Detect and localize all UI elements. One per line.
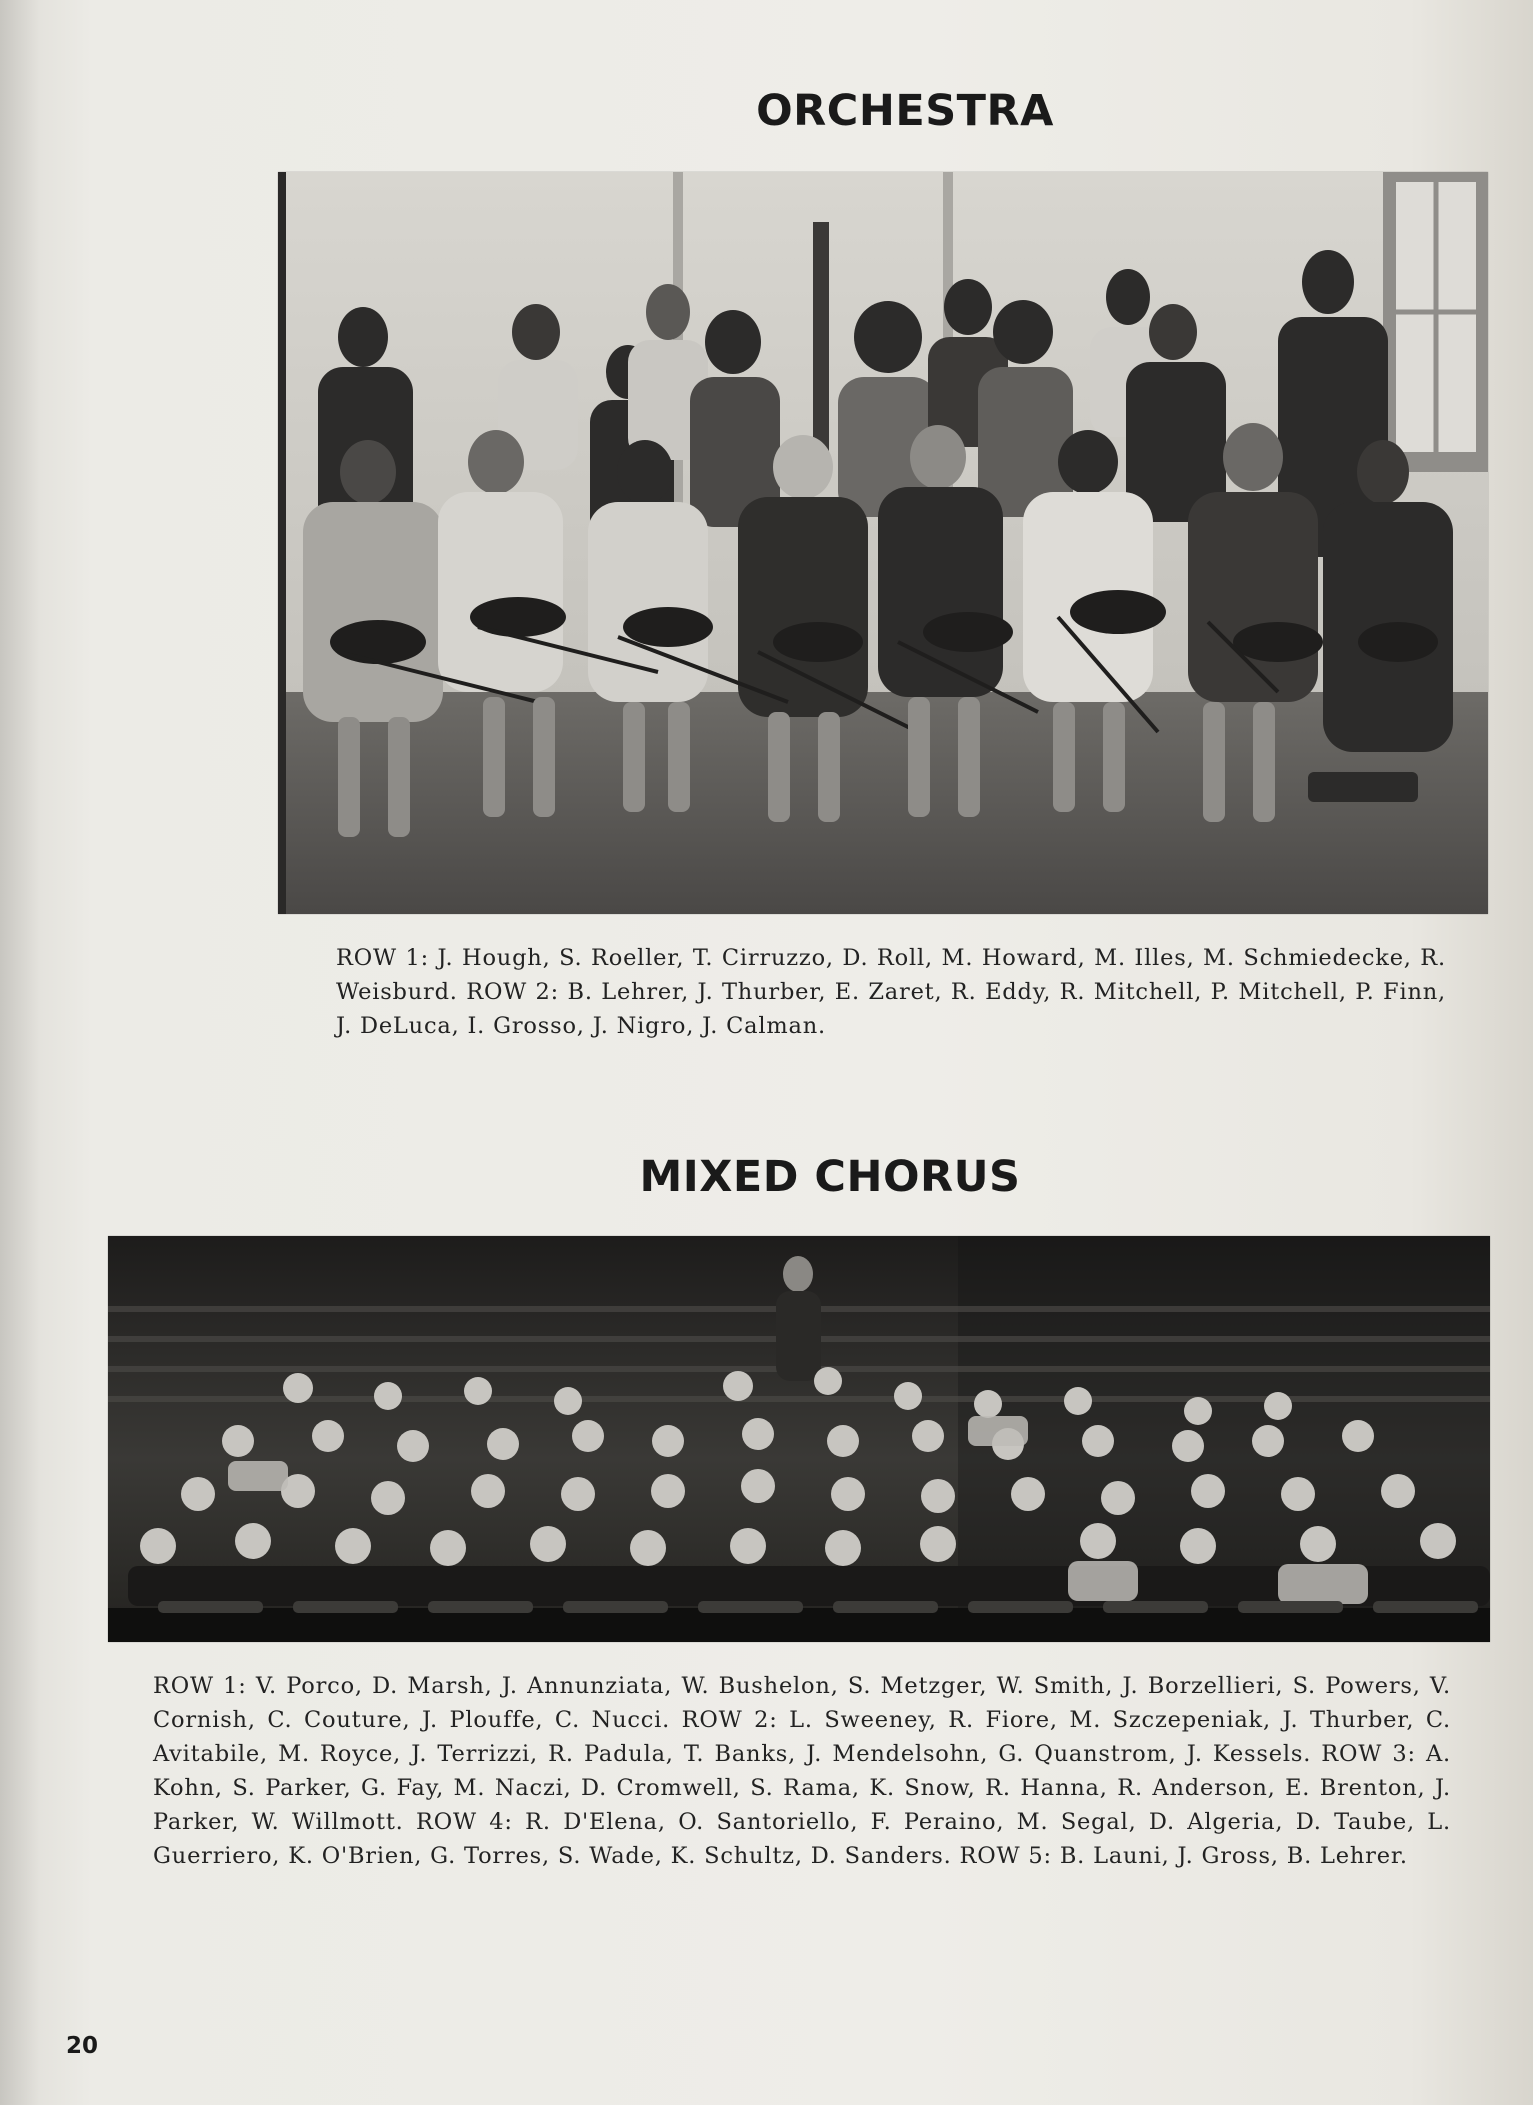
mixed-chorus-heading: MIXED CHORUS xyxy=(639,1152,1021,1202)
mixed-chorus-group-photo xyxy=(108,1236,1490,1642)
orchestra-photo-graphic xyxy=(278,172,1488,914)
mixed-chorus-caption: ROW 1: V. Porco, D. Marsh, J. Annunziata, W. Bushelon, S. Metzger, W. Smith, J. Borzellieri, S. Powers, V. Cornish, C. Couture, J. Plouffe, C. Nucci. ROW 2: L. Sweeney, R. Fiore, M. Szczepeniak, J. Thurber, C. Avitabile, M. Royce, J. Terrizzi, R. Padula, T. Banks, J. Mendelsohn, G. Quanstrom, J. Kessels. ROW 3: A. Kohn, S. Parker, G. Fay, M. Naczi, D. Cromwell, S. Rama, K. Snow, R. Hanna, R. Anderson, E. Brenton, J. Parker, W. Willmott. ROW 4: R. D'Elena, O. Santoriello, F. Peraino, M. Segal, D. Algeria, D. Taube, L. Guerriero, K. O'Brien, G. Torres, S. Wade, K. Schultz, D. Sanders. ROW 5: B. Launi, J. Gross, B. Lehrer. xyxy=(153,1673,1451,1869)
orchestra-caption: ROW 1: J. Hough, S. Roeller, T. Cirruzzo, D. Roll, M. Howard, M. Illes, M. Schmiedecke, R. Weisburd. ROW 2: B. Lehrer, J. Thurber, E. Zaret, R. Eddy, R. Mitchell, P. Mitchell, P. Finn, J. DeLuca, I. Grosso, J. Nigro, J. Calman. xyxy=(336,945,1446,1039)
mixed-chorus-photo-graphic xyxy=(108,1236,1490,1642)
page-number: 20 xyxy=(66,2033,99,2059)
binding-shadow xyxy=(0,0,40,2105)
orchestra-heading: ORCHESTRA xyxy=(756,86,1054,136)
orchestra-group-photo xyxy=(278,172,1488,914)
